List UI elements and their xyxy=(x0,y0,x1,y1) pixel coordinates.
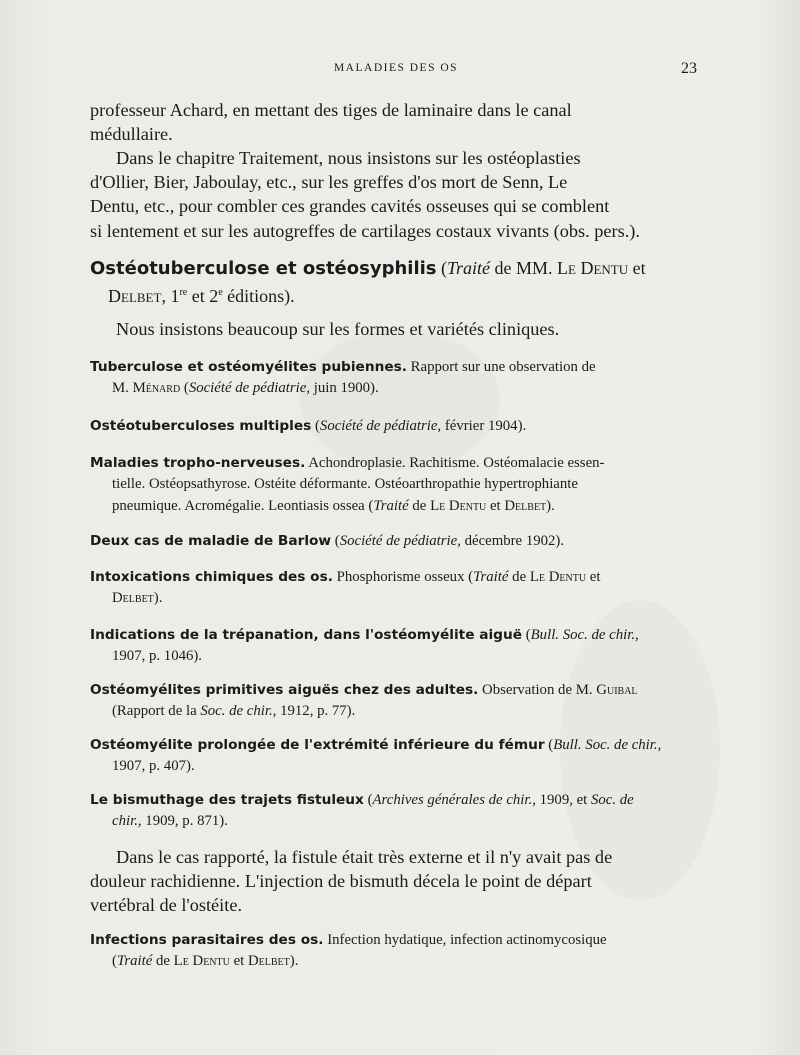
entry-heading: Indications de la trépanation, dans l'ostéomyélite aiguë xyxy=(90,627,522,643)
entry-text: février 1904). xyxy=(444,418,527,434)
paren: ( xyxy=(525,627,531,643)
text: et xyxy=(191,286,205,306)
journal-title: chir., xyxy=(112,813,142,830)
text: et xyxy=(632,258,646,278)
entry-heading: Ostéotuberculoses multiples xyxy=(90,418,312,434)
entry-text: ). xyxy=(289,953,299,970)
journal-title: Société de pédiatrie, xyxy=(339,533,461,549)
bibliography-entry xyxy=(90,567,698,610)
paragraph-case-report xyxy=(90,845,698,918)
entry-text: 1909, et xyxy=(539,792,588,808)
entry-text: 1907, p. 1046). xyxy=(112,648,203,665)
author-name: Le Dentu xyxy=(430,497,487,514)
edition-number: 2 xyxy=(209,286,219,306)
author-name: Le Dentu xyxy=(529,569,587,585)
text-line: Dans le cas rapporté, la fistule était très externe et il n'y avait pas de xyxy=(116,847,613,867)
text-line: Dentu, etc., pour combler ces grandes cavités osseuses qui se comblent xyxy=(90,196,610,217)
entry-heading: Maladies tropho-nerveuses. xyxy=(90,455,306,471)
text: de MM. xyxy=(494,258,553,278)
running-head xyxy=(95,62,697,82)
entry-text: 1909, p. 871). xyxy=(145,813,228,830)
entry-text: de xyxy=(412,497,427,514)
paren: ( xyxy=(183,380,189,397)
entry-text: et xyxy=(489,497,501,514)
author-name: Delbet xyxy=(247,953,290,970)
entry-heading: Le bismuthage des trajets fistuleux xyxy=(90,792,364,808)
bibliography-entry xyxy=(90,416,698,437)
entry-text: de xyxy=(156,953,170,970)
paren: ( xyxy=(367,792,373,808)
bibliography-entry xyxy=(90,357,698,400)
entry-text: de xyxy=(512,569,527,585)
page-number: 23 xyxy=(681,60,697,77)
work-title: Traité xyxy=(116,953,153,970)
entry-text: et xyxy=(233,953,245,970)
journal-title: Société de pédiatrie, xyxy=(319,418,442,434)
journal-title: Soc. de xyxy=(591,792,634,808)
entry-text: ). xyxy=(546,497,555,514)
entry-text: pneumique. Acromégalie. Leontiasis ossea ( xyxy=(112,497,374,514)
entry-heading: Ostéomyélite prolongée de l'extrémité inférieure du fémur xyxy=(90,737,545,753)
entry-heading: Tuberculose et ostéomyélites pubiennes. xyxy=(90,359,407,375)
entry-heading: Deux cas de maladie de Barlow xyxy=(90,533,332,549)
journal-title: Archives générales de chir., xyxy=(372,792,536,808)
ordinal-suffix: e xyxy=(218,287,223,298)
edition-number: 1 xyxy=(170,286,180,306)
author-name: Delbet xyxy=(504,497,547,514)
bibliography-entry xyxy=(90,790,698,833)
paragraph-clinical-forms: Nous insistons beaucoup sur les formes et variétés cliniques. xyxy=(116,319,560,339)
text-line: médullaire. xyxy=(90,124,173,145)
entry-text: Rapport sur une observation de xyxy=(410,359,596,375)
entry-text: Phosphorisme osseux ( xyxy=(336,569,474,585)
bibliography-entry xyxy=(90,930,698,973)
work-title: Traité xyxy=(447,258,491,278)
paren: ( xyxy=(548,737,554,753)
author-name: Ménard xyxy=(132,380,181,397)
author-name: Le Dentu xyxy=(173,953,230,970)
entry-text: ). xyxy=(153,590,163,607)
show-through-stain xyxy=(300,330,500,470)
bibliography-entry xyxy=(90,531,698,552)
entry-text: juin 1900). xyxy=(313,380,379,397)
author-name: Delbet xyxy=(112,590,154,607)
text-line: vertébral de l'ostéite. xyxy=(90,895,243,916)
author-name: Delbet xyxy=(108,286,162,306)
entry-heading: Infections parasitaires des os. xyxy=(90,932,324,948)
journal-title: Bull. Soc. de chir., xyxy=(553,737,662,753)
bibliography-entry xyxy=(90,735,698,778)
paren: ( xyxy=(334,533,340,549)
entry-text: et xyxy=(589,569,601,585)
entry-text: M. xyxy=(112,380,129,397)
running-title: MALADIES DES OS xyxy=(333,62,459,74)
entry-heading: Ostéomyélites primitives aiguës chez des adultes. xyxy=(90,682,479,698)
entry-text: 1907, p. 407). xyxy=(112,758,195,775)
paragraph-treatment xyxy=(90,146,698,243)
entry-text: Infection hydatique, infection actinomycosique xyxy=(327,932,607,948)
entry-text: Observation de M. xyxy=(482,682,593,698)
paren: ( xyxy=(112,953,117,970)
text-line: Dans le chapitre Traitement, nous insistons sur les ostéoplasties xyxy=(116,148,581,168)
entry-text: (Rapport de la xyxy=(112,703,197,720)
paragraph-continuation xyxy=(90,98,698,146)
text-line: d'Ollier, Bier, Jaboulay, etc., sur les greffes d'os mort de Senn, Le xyxy=(90,172,568,193)
work-title: Traité xyxy=(473,569,509,585)
text-line: douleur rachidienne. L'injection de bismuth décela le point de départ xyxy=(90,871,592,892)
text-line: professeur Achard, en mettant des tiges de laminaire dans le canal xyxy=(90,100,572,120)
text-line: si lentement et sur les autogreffes de cartilages costaux vivants (obs. pers.). xyxy=(90,220,640,241)
bibliography-entry xyxy=(90,625,698,668)
bibliography-entry xyxy=(90,680,698,723)
journal-title: Société de pédiatrie, xyxy=(188,380,311,397)
paren: ( xyxy=(441,258,447,278)
entry-heading: Ostéotuberculose et ostéosyphilis xyxy=(90,258,437,279)
entry-text: 1912, p. 77). xyxy=(280,703,356,720)
entry-text: Achondroplasie. Rachitisme. Ostéomalacie essen- xyxy=(308,455,605,471)
entry-text: décembre 1902). xyxy=(464,533,565,549)
ordinal-suffix: re xyxy=(179,287,188,298)
author-name: Guibal xyxy=(596,682,638,698)
author-name: Le Dentu xyxy=(557,258,629,278)
entry-text: tielle. Ostéopsathyrose. Ostéite déformante. Ostéoarthropathie hypertrophiante xyxy=(112,476,578,493)
journal-title: Soc. de chir., xyxy=(200,703,277,720)
bibliography-entry xyxy=(90,453,698,517)
major-bibliography-entry: Ostéotuberculose et ostéosyphilis (Traité de MM. Le Dentu et Delbet, 1re et 2e éditions). xyxy=(90,258,646,306)
text: éditions). xyxy=(227,286,295,306)
work-title: Traité xyxy=(373,497,409,514)
journal-title: Bull. Soc. de chir., xyxy=(530,627,639,643)
entry-heading: Intoxications chimiques des os. xyxy=(90,569,333,585)
paren: ( xyxy=(314,418,320,434)
